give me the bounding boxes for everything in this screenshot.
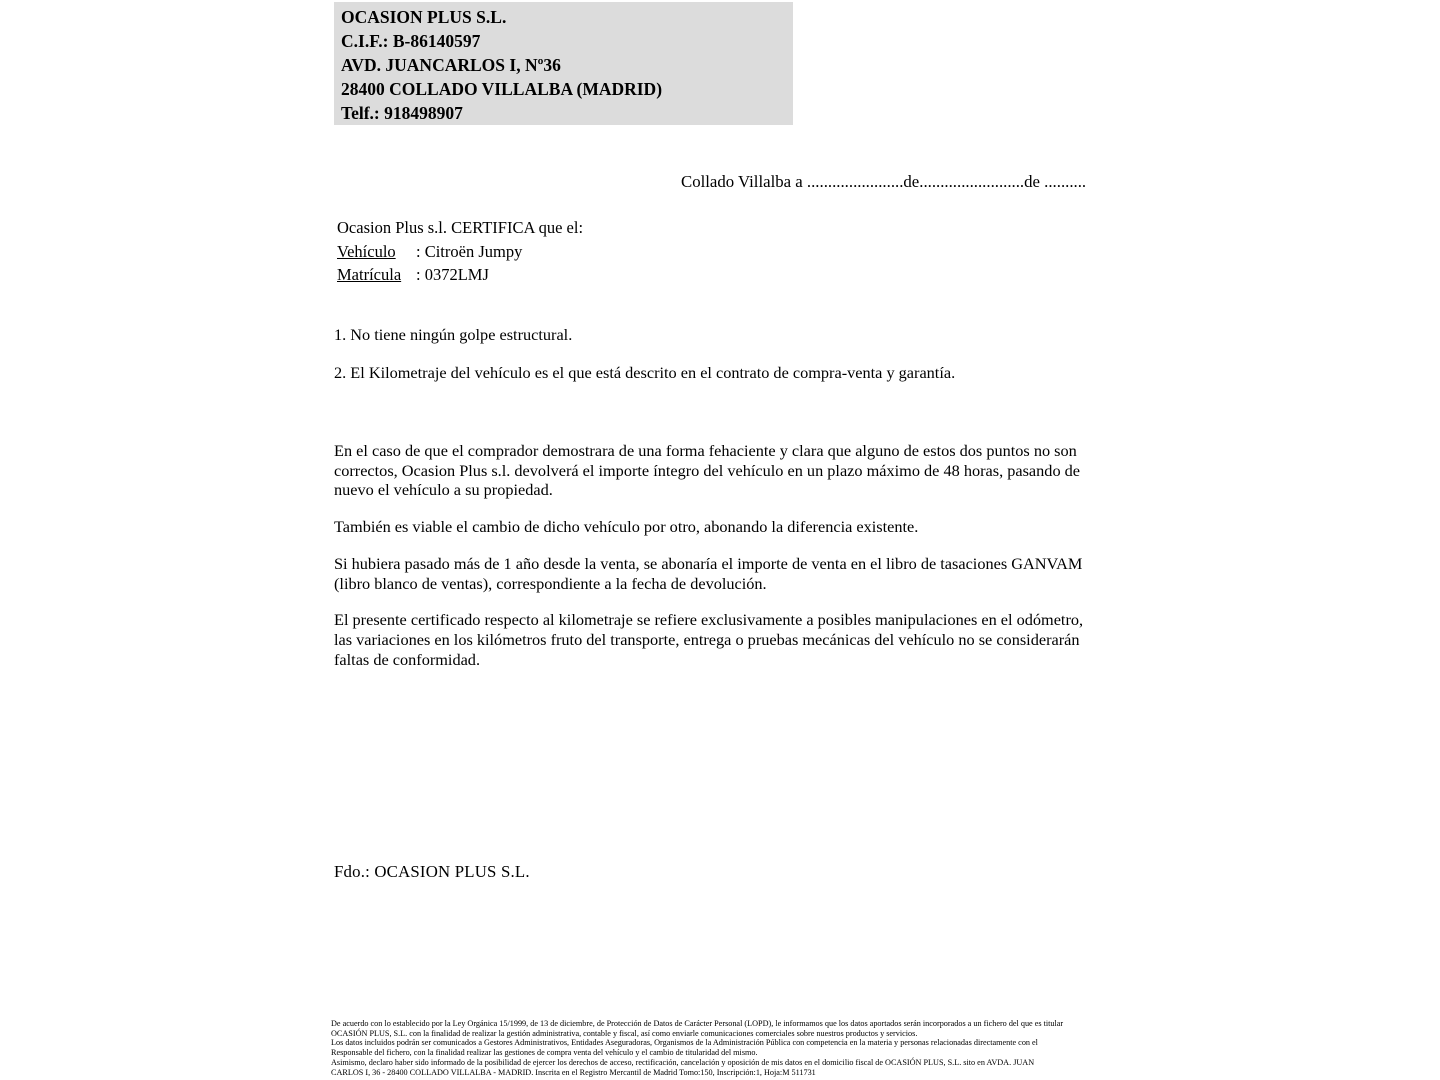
paragraph-ganvam: Si hubiera pasado más de 1 año desde la venta, se abonaría el importe de venta en el libro de tasaciones GANVAM (libro blanco de ventas), correspondiente a la fecha de devolución. bbox=[334, 553, 1083, 593]
vehicle-value: Citroën Jumpy bbox=[424, 241, 523, 261]
footnote-line: De acuerdo con lo establecido por la Ley Orgánica 15/1999, de 13 de diciembre, de Protección de Datos de Carácter Personal (LOPD), le informamos que los datos aportados serán incorporados a un fichero del que es titular bbox=[331, 1019, 1064, 1028]
plate-field bbox=[337, 263, 583, 287]
plate-colon: : bbox=[416, 265, 425, 285]
paragraph-exchange: También es viable el cambio de dicho vehículo por otro, abonando la diferencia existente. bbox=[334, 517, 919, 537]
company-cif: C.I.F.: B-86140597 bbox=[341, 31, 481, 51]
certification-block bbox=[337, 216, 583, 287]
company-city: 28400 COLLADO VILLALBA (MADRID) bbox=[341, 79, 663, 99]
point-1: 1. No tiene ningún golpe estructural. bbox=[334, 325, 573, 344]
company-address: AVD. JUANCARLOS I, Nº36 bbox=[341, 55, 561, 75]
footnote-line: Responsable del fichero, con la finalidad realizar las gestiones de compra venta del vehículo y el cambio de titularidad del mismo. bbox=[331, 1048, 758, 1058]
footnote-line: CARLOS I, 36 - 28400 COLLADO VILLALBA - MADRID. Inscrita en el Registro Mercantil de Madrid Tomo:150, Inscripción:1, Hoja:M 511731 bbox=[331, 1067, 816, 1077]
vehicle-label: Vehículo bbox=[337, 241, 396, 261]
vehicle-colon: : bbox=[416, 241, 425, 261]
certified-points bbox=[334, 325, 1104, 382]
paragraph-refund: En el caso de que el comprador demostrara de una forma fehaciente y clara que alguno de estos dos puntos no son correctos, Ocasion Plus s.l. devolverá el importe íntegro del vehículo en un plazo máximo de 48 horas, pasando de nuevo el vehículo a su propiedad. bbox=[334, 441, 1081, 500]
signature-line: Fdo.: OCASION PLUS S.L. bbox=[334, 862, 530, 881]
date-line: Collado Villalba a .......................de.........................de .......... bbox=[681, 172, 1087, 191]
footnote-line: Asimismo, declaro haber sido informado de la posibilidad de ejercer los derechos de acceso, rectificación, cancelación y oposición de mis datos en el domicilio fiscal de OCASIÓN PLUS, S.L. sito en AVDA. JUAN bbox=[331, 1057, 1035, 1067]
plate-label: Matrícula bbox=[337, 265, 402, 285]
point-2: 2. El Kilometraje del vehículo es el que está descrito en el contrato de compra-venta y garantía. bbox=[334, 362, 956, 382]
company-phone: Telf.: 918498907 bbox=[341, 103, 463, 123]
vehicle-field bbox=[337, 240, 583, 264]
footnote-line: Los datos incluidos podrán ser comunicados a Gestores Administrativos, Entidades Aseguradoras, Organismos de la Administración Pública con competencia en la materia y personas relacionadas directamente con el bbox=[331, 1038, 1038, 1048]
company-name: OCASION PLUS S.L. bbox=[341, 7, 507, 27]
certification-intro: Ocasion Plus s.l. CERTIFICA que el: bbox=[337, 218, 584, 237]
legal-footnote bbox=[331, 1019, 1121, 1077]
body-paragraphs bbox=[334, 441, 1102, 686]
plate-value: 0372LMJ bbox=[424, 265, 489, 285]
paragraph-odometer: El presente certificado respecto al kilometraje se refiere exclusivamente a posibles manipulaciones en el odómetro, las variaciones en los kilómetros fruto del transporte, entrega o pruebas mecánicas del vehículo no se considerarán faltas de conformidad. bbox=[334, 610, 1084, 669]
footnote-line: OCASIÓN PLUS, S.L. con la finalidad de realizar la gestión administrativa, contable y fiscal, así como enviarle comunicaciones comerciales sobre nuestros productos y servicios. bbox=[331, 1028, 918, 1038]
company-header-box bbox=[334, 2, 793, 125]
